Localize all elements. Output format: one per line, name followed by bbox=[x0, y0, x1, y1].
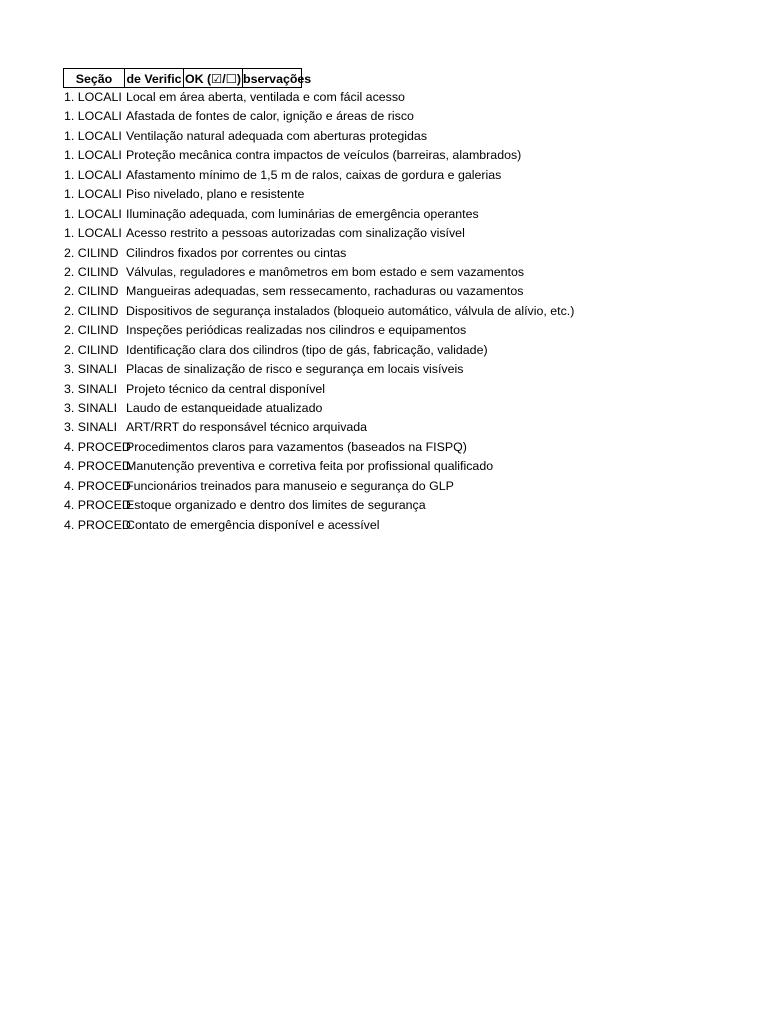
cell-item[interactable]: Funcionários treinados para manuseio e segurança do GLP bbox=[126, 478, 454, 493]
cell-secao[interactable]: 1. LOCALI bbox=[64, 226, 122, 241]
cell-secao[interactable]: 3. SINALI bbox=[64, 420, 118, 435]
table-row bbox=[63, 185, 305, 204]
table-row bbox=[63, 127, 428, 146]
cell-item[interactable]: Manutenção preventiva e corretiva feita por profissional qualificado bbox=[126, 459, 494, 474]
cell-item[interactable]: Iluminação adequada, com luminárias de emergência operantes bbox=[126, 206, 479, 221]
table-row bbox=[63, 244, 347, 263]
cell-secao[interactable]: 1. LOCALI bbox=[64, 187, 122, 202]
cell-secao[interactable]: 3. SINALI bbox=[64, 401, 118, 415]
table-row bbox=[63, 107, 414, 126]
cell-item[interactable]: Ventilação natural adequada com aberturas protegidas bbox=[126, 128, 428, 143]
table-row bbox=[63, 360, 464, 379]
cell-item[interactable]: Mangueiras adequadas, sem ressecamento, rachaduras ou vazamentos bbox=[126, 284, 524, 299]
table-row bbox=[63, 457, 494, 476]
cell-item[interactable]: Estoque organizado e dentro dos limites de segurança bbox=[126, 498, 426, 513]
cell-secao[interactable]: 4. PROCED bbox=[64, 459, 131, 474]
header-observacoes[interactable]: bservações bbox=[242, 68, 302, 88]
cell-secao[interactable]: 1. LOCALI bbox=[64, 167, 122, 182]
cell-item[interactable]: Contato de emergência disponível e acessível bbox=[126, 517, 380, 532]
cell-secao[interactable]: 2. CILIND bbox=[64, 264, 119, 279]
table-row bbox=[63, 282, 524, 301]
cell-secao[interactable]: 4. PROCED bbox=[64, 439, 131, 454]
cell-secao[interactable]: 2. CILIND bbox=[64, 323, 119, 338]
table-row bbox=[63, 321, 467, 340]
table-row bbox=[63, 516, 380, 535]
table-row bbox=[63, 205, 479, 224]
table-row bbox=[63, 418, 368, 437]
table-row bbox=[63, 146, 522, 165]
header-secao[interactable]: Seção bbox=[63, 68, 125, 88]
cell-secao[interactable]: 4. PROCED bbox=[64, 498, 131, 513]
table-row bbox=[63, 477, 454, 496]
cell-item[interactable]: Afastamento mínimo de 1,5 m de ralos, caixas de gordura e galerias bbox=[126, 167, 502, 182]
cell-item[interactable]: Acesso restrito a pessoas autorizadas com sinalização visível bbox=[126, 226, 465, 241]
cell-item[interactable]: ART/RRT do responsável técnico arquivada bbox=[126, 420, 368, 435]
cell-item[interactable]: Projeto técnico da central disponível bbox=[126, 381, 326, 396]
cell-secao[interactable]: 1. LOCALI bbox=[64, 128, 122, 143]
table-row bbox=[63, 380, 326, 399]
header-ok[interactable]: OK (☑/☐) bbox=[183, 68, 243, 88]
cell-secao[interactable]: 4. PROCED bbox=[64, 478, 131, 493]
checklist-sheet bbox=[63, 68, 575, 535]
cell-secao[interactable]: 2. CILIND bbox=[64, 342, 119, 357]
cell-item[interactable]: Identificação clara dos cilindros (tipo de gás, fabricação, validade) bbox=[126, 342, 488, 357]
cell-item[interactable]: Local em área aberta, ventilada e com fácil acesso bbox=[126, 90, 405, 104]
cell-secao[interactable]: 1. LOCALI bbox=[64, 90, 122, 104]
cell-item[interactable]: Afastada de fontes de calor, ignição e áreas de risco bbox=[126, 109, 414, 124]
cell-secao[interactable]: 1. LOCALI bbox=[64, 109, 122, 124]
cell-secao[interactable]: 3. SINALI bbox=[64, 381, 118, 396]
cell-secao[interactable]: 1. LOCALI bbox=[64, 206, 122, 221]
cell-item[interactable]: Dispositivos de segurança instalados (bloqueio automático, válvula de alívio, etc.) bbox=[126, 303, 575, 318]
cell-item[interactable]: Inspeções periódicas realizadas nos cilindros e equipamentos bbox=[126, 323, 467, 338]
cell-item[interactable]: Válvulas, reguladores e manômetros em bom estado e sem vazamentos bbox=[126, 264, 525, 279]
cell-item[interactable]: Procedimentos claros para vazamentos (baseados na FISPQ) bbox=[126, 439, 467, 454]
cell-secao[interactable]: 2. CILIND bbox=[64, 284, 119, 299]
table-row bbox=[63, 341, 488, 360]
cell-item[interactable]: Cilindros fixados por correntes ou cintas bbox=[126, 245, 347, 260]
table-row bbox=[63, 399, 323, 418]
table-row bbox=[63, 496, 426, 515]
header-item[interactable]: de Verific bbox=[124, 68, 184, 88]
cell-secao[interactable]: 4. PROCED bbox=[64, 517, 131, 532]
table-row bbox=[63, 438, 467, 457]
cell-item[interactable]: Laudo de estanqueidade atualizado bbox=[126, 401, 323, 415]
cell-item[interactable]: Placas de sinalização de risco e segurança em locais visíveis bbox=[126, 362, 464, 377]
checklist-rows bbox=[63, 88, 575, 535]
table-row bbox=[63, 88, 405, 107]
table-row bbox=[63, 263, 525, 282]
table-row bbox=[63, 224, 465, 243]
cell-secao[interactable]: 2. CILIND bbox=[64, 245, 119, 260]
header-row bbox=[63, 68, 312, 88]
table-row bbox=[63, 302, 575, 321]
cell-secao[interactable]: 3. SINALI bbox=[64, 362, 118, 377]
table-row bbox=[63, 166, 502, 185]
cell-item[interactable]: Piso nivelado, plano e resistente bbox=[126, 187, 305, 202]
cell-secao[interactable]: 2. CILIND bbox=[64, 303, 119, 318]
cell-secao[interactable]: 1. LOCALI bbox=[64, 148, 122, 163]
cell-item[interactable]: Proteção mecânica contra impactos de veículos (barreiras, alambrados) bbox=[126, 148, 522, 163]
